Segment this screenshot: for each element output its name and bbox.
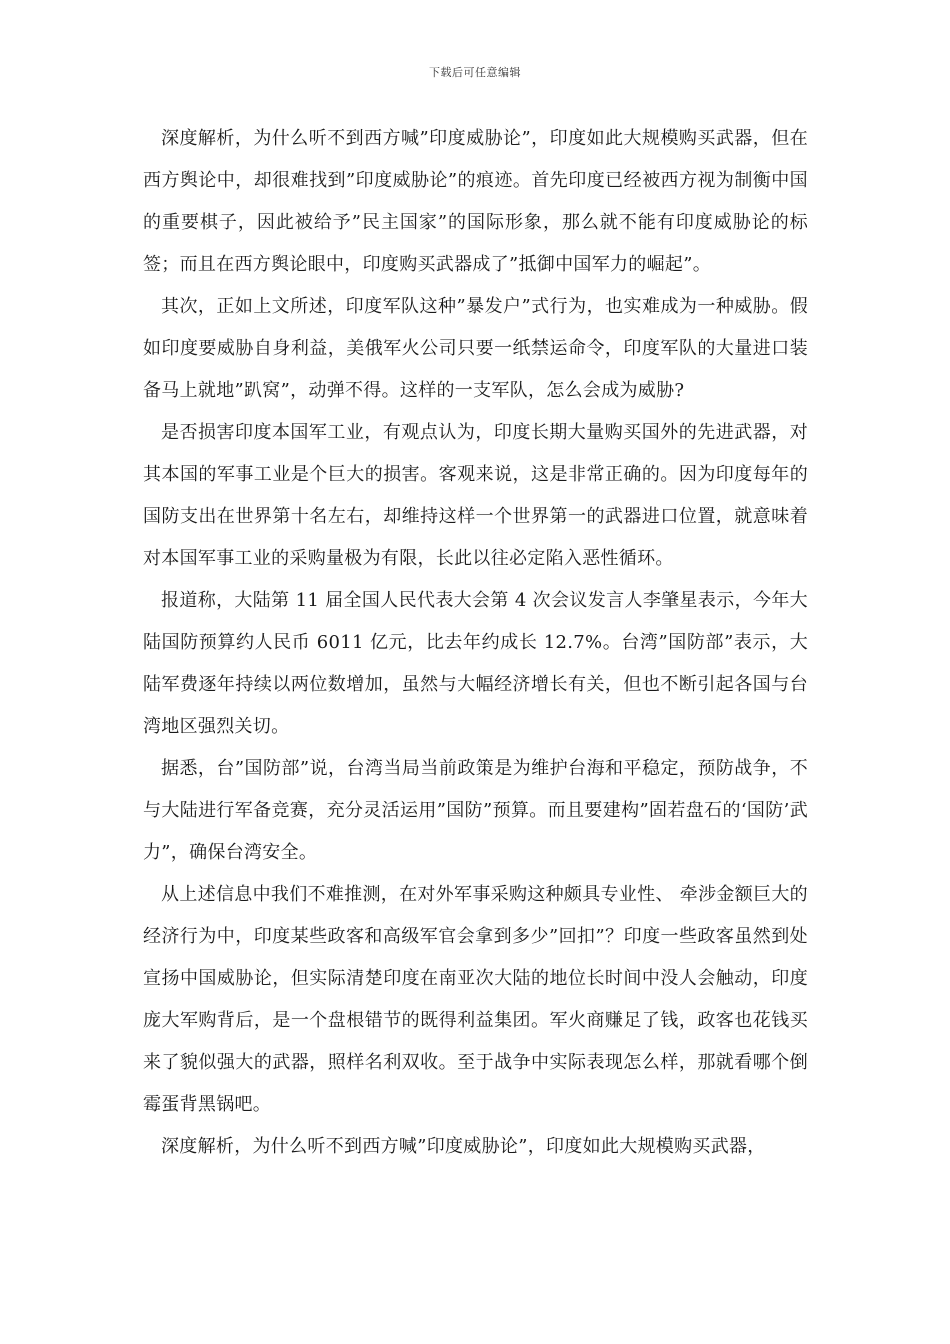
- paragraph: 其次，正如上文所述，印度军队这种”暴发户”式行为，也实难成为一种威胁。假如印度要威胁自身利益，美俄军火公司只要一纸禁运命令，印度军队的大量进口装备马上就地”趴窝”，动弹不得。这样的一支军队，怎么会成为威胁?: [143, 296, 808, 401]
- paragraph: 是否损害印度本国军工业，有观点认为，印度长期大量购买国外的先进武器，对其本国的军事工业是个巨大的损害。客观来说，这是非常正确的。因为印度每年的国防支出在世界第十名左右，却维持这样一个世界第一的武器进口位置，就意味着对本国军事工业的采购量极为有限，长此以往必定陷入恶性循环。: [143, 422, 808, 569]
- paragraph: 深度解析，为什么听不到西方喊”印度威胁论”，印度如此大规模购买武器，但在西方舆论中，却很难找到”印度威胁论”的痕迹。首先印度已经被西方视为制衡中国的重要棋子，因此被给予”民主国家”的国际形象，那么就不能有印度威胁论的标签；而且在西方舆论眼中，印度购买武器成了”抵御中国军力的崛起”。: [143, 128, 808, 275]
- paragraph: 报道称，大陆第 11 届全国人民代表大会第 4 次会议发言人李肇星表示，今年大陆国防预算约人民币 6011 亿元，比去年约成长 12.7%。台湾”国防部”表示，大陆军费逐年持续以两位数增加，虽然与大幅经济增长有关，但也不断引起各国与台湾地区强烈关切。: [143, 590, 808, 737]
- paragraph: 据悉，台”国防部”说，台湾当局当前政策是为维护台海和平稳定，预防战争，不与大陆进行军备竞赛，充分灵活运用”国防”预算。而且要建构”固若盘石的‘国防’武力”，确保台湾安全。: [143, 758, 808, 863]
- paragraph: 深度解析，为什么听不到西方喊”印度威胁论”，印度如此大规模购买武器，: [161, 1136, 766, 1157]
- paragraph: 从上述信息中我们不难推测，在对外军事采购这种颇具专业性、 牵涉金额巨大的经济行为中，印度某些政客和高级军官会拿到多少”回扣”？印度一些政客虽然到处宣扬中国威胁论，但实际清楚印度在南亚次大陆的地位长时间中没人会触动，印度庞大军购背后，是一个盘根错节的既得利益集团。军火商赚足了钱，政客也花钱买来了貌似强大的武器，照样名利双收。至于战争中实际表现怎么样，那就看哪个倒霉蛋背黑锅吧。: [143, 884, 808, 1115]
- document-body: [143, 118, 808, 1168]
- page-header: 下载后可任意编辑: [429, 66, 521, 79]
